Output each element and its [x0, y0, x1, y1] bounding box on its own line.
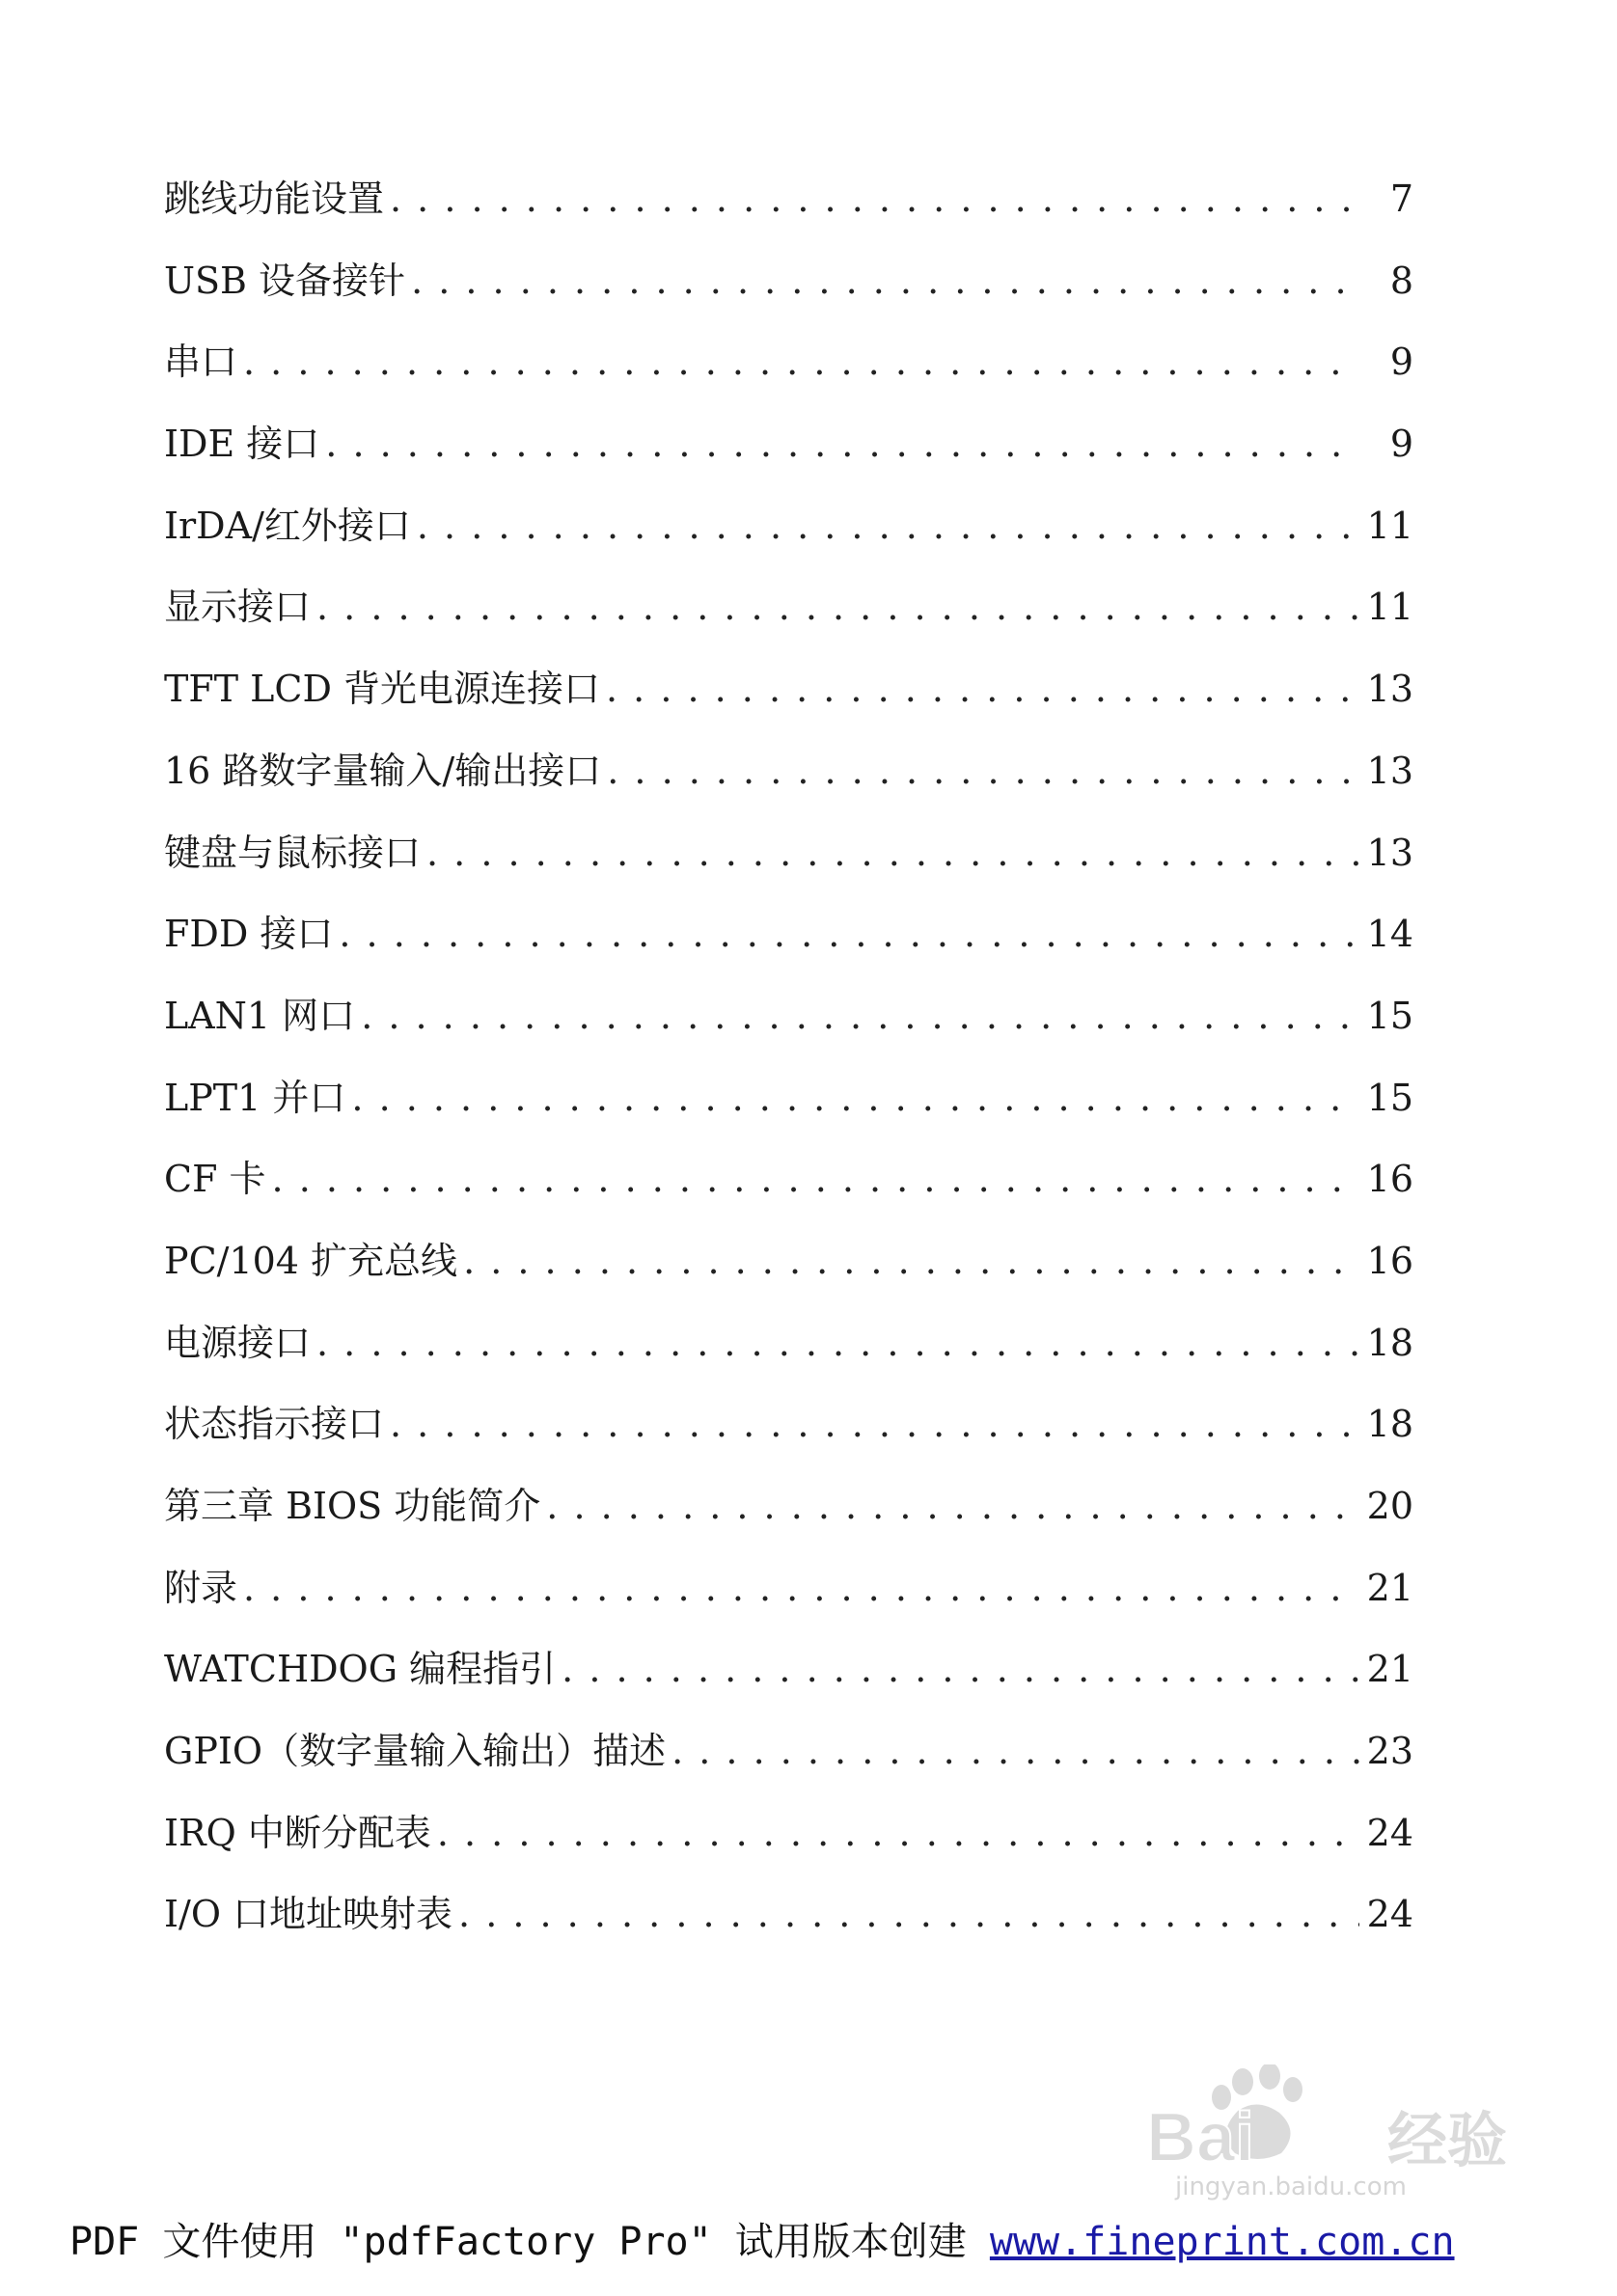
- toc-dot-leader: [562, 1642, 1359, 1696]
- toc-entry-title: LPT1 并口: [164, 1076, 346, 1119]
- toc-entry-title: IRQ 中断分配表: [164, 1811, 431, 1854]
- toc-entry-page-number: 16: [1366, 1158, 1413, 1201]
- toc-dot-leader: [546, 1479, 1359, 1533]
- toc-entry-page-number: 9: [1389, 423, 1413, 466]
- toc-entry[interactable]: [164, 1071, 1413, 1153]
- toc-entry-title: TFT LCD 背光电源连接口: [164, 668, 600, 711]
- toc-entry[interactable]: [164, 1806, 1413, 1888]
- watermark-brand-text: 经验: [1387, 2105, 1508, 2171]
- toc-entry-title: 附录: [164, 1566, 238, 1609]
- toc-entry-title: GPIO（数字量输入输出）描述: [164, 1730, 667, 1773]
- toc-entry[interactable]: [164, 744, 1413, 826]
- toc-dot-leader: [325, 417, 1359, 471]
- toc-entry-title: USB 设备接针: [164, 259, 406, 302]
- toc-entry-title: 状态指示接口: [164, 1403, 385, 1446]
- toc-entry[interactable]: [164, 172, 1413, 254]
- toc-entry-page-number: 24: [1366, 1811, 1413, 1854]
- toc-entry-page-number: 14: [1366, 913, 1413, 956]
- toc-entry-title: 显示接口: [164, 586, 312, 629]
- toc-entry-page-number: 15: [1366, 1076, 1413, 1119]
- toc-dot-leader: [351, 1071, 1359, 1125]
- toc-entry[interactable]: [164, 254, 1413, 336]
- toc-entry-page-number: 8: [1389, 259, 1413, 302]
- toc-dot-leader: [437, 1806, 1359, 1860]
- toc-entry-page-number: 21: [1366, 1648, 1413, 1691]
- toc-entry[interactable]: [164, 907, 1413, 989]
- toc-dot-leader: [607, 744, 1359, 798]
- toc-entry-page-number: 18: [1366, 1403, 1413, 1446]
- toc-entry[interactable]: [164, 1397, 1413, 1479]
- baidu-jingyan-watermark: [1146, 2064, 1551, 2200]
- toc-entry-title: 键盘与鼠标接口: [164, 831, 422, 874]
- toc-entry-title: WATCHDOG 编程指引: [164, 1648, 557, 1691]
- table-of-contents: [164, 172, 1413, 1969]
- toc-dot-leader: [411, 254, 1359, 308]
- toc-entry[interactable]: [164, 499, 1413, 581]
- toc-dot-leader: [458, 1887, 1359, 1941]
- toc-entry-page-number: 11: [1366, 586, 1413, 629]
- footer-link[interactable]: www.fineprint.com.cn: [989, 2220, 1455, 2264]
- svg-text:Bai: Bai: [1146, 2099, 1255, 2171]
- toc-entry-title: 16 路数字量输入/输出接口: [164, 749, 602, 792]
- toc-entry[interactable]: [164, 1724, 1413, 1806]
- toc-entry[interactable]: [164, 1642, 1413, 1724]
- toc-entry-page-number: 23: [1366, 1730, 1413, 1773]
- toc-entry-title: IDE 接口: [164, 423, 320, 466]
- toc-entry[interactable]: [164, 1479, 1413, 1561]
- toc-entry-page-number: 16: [1366, 1239, 1413, 1282]
- toc-entry[interactable]: [164, 989, 1413, 1071]
- toc-entry[interactable]: [164, 662, 1413, 744]
- toc-entry[interactable]: [164, 826, 1413, 908]
- toc-entry-page-number: 11: [1366, 504, 1413, 547]
- toc-dot-leader: [243, 335, 1359, 389]
- toc-dot-leader: [361, 989, 1359, 1043]
- toc-entry-page-number: 13: [1366, 749, 1413, 792]
- toc-entry-page-number: 15: [1366, 994, 1413, 1037]
- toc-entry[interactable]: [164, 1234, 1413, 1316]
- toc-entry-title: LAN1 网口: [164, 994, 356, 1037]
- watermark-url: jingyan.baidu.com: [1175, 2173, 1407, 2201]
- toc-dot-leader: [417, 499, 1359, 553]
- toc-entry[interactable]: [164, 1561, 1413, 1643]
- baidu-paw-logo-icon: [1146, 2064, 1551, 2171]
- toc-dot-leader: [339, 907, 1359, 961]
- toc-dot-leader: [463, 1234, 1359, 1288]
- toc-entry-page-number: 9: [1389, 341, 1413, 384]
- toc-entry-page-number: 18: [1366, 1321, 1413, 1364]
- toc-entry-page-number: 20: [1366, 1485, 1413, 1527]
- footer-text: PDF 文件使用 "pdfFactory Pro" 试用版本创建: [69, 2220, 990, 2264]
- toc-entry[interactable]: [164, 335, 1413, 417]
- svg-text:du: du: [1310, 2117, 1372, 2171]
- toc-entry-title: 跳线功能设置: [164, 178, 385, 220]
- pdf-footer: [69, 2211, 1555, 2266]
- toc-entry-title: 电源接口: [164, 1321, 312, 1364]
- toc-dot-leader: [606, 662, 1359, 716]
- toc-entry-title: I/O 口地址映射表: [164, 1893, 453, 1936]
- toc-entry[interactable]: [164, 1152, 1413, 1234]
- toc-entry-page-number: 21: [1366, 1566, 1413, 1609]
- toc-entry-title: PC/104 扩充总线: [164, 1239, 458, 1282]
- toc-entry-page-number: 13: [1366, 668, 1413, 711]
- toc-dot-leader: [671, 1724, 1359, 1778]
- toc-entry-title: CF 卡: [164, 1158, 266, 1201]
- toc-dot-leader: [272, 1152, 1359, 1206]
- toc-dot-leader: [316, 580, 1359, 634]
- toc-entry[interactable]: [164, 580, 1413, 662]
- toc-entry[interactable]: [164, 417, 1413, 499]
- toc-entry-page-number: 24: [1366, 1893, 1413, 1936]
- toc-entry[interactable]: [164, 1316, 1413, 1398]
- toc-entry-page-number: 7: [1389, 178, 1413, 220]
- toc-entry-title: 串口: [164, 341, 238, 384]
- toc-dot-leader: [390, 1397, 1359, 1451]
- toc-entry-title: IrDA/红外接口: [164, 504, 411, 547]
- toc-dot-leader: [316, 1316, 1359, 1370]
- toc-dot-leader: [390, 172, 1359, 226]
- toc-entry[interactable]: [164, 1887, 1413, 1969]
- toc-entry-title: 第三章 BIOS 功能简介: [164, 1485, 541, 1527]
- toc-dot-leader: [243, 1561, 1359, 1615]
- toc-entry-page-number: 13: [1366, 831, 1413, 874]
- toc-dot-leader: [426, 826, 1359, 880]
- toc-entry-title: FDD 接口: [164, 913, 334, 956]
